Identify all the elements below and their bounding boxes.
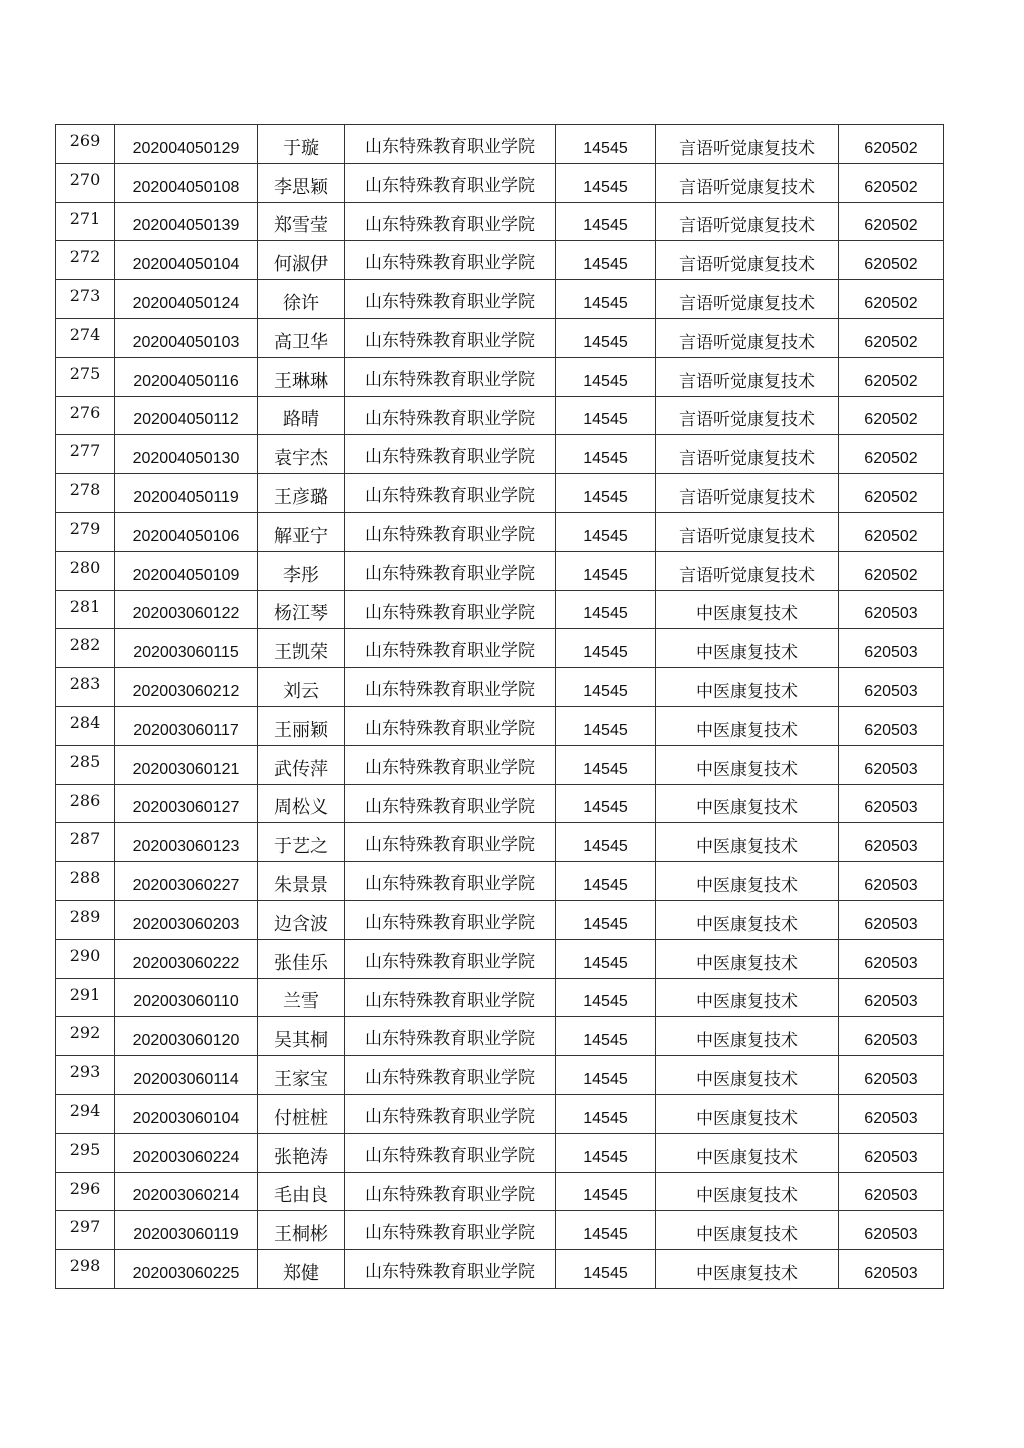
student-id-cell: 202003060104	[115, 1094, 258, 1133]
row-index: 288	[56, 862, 115, 901]
major-code-cell: 620503	[839, 1172, 944, 1211]
student-name-cell: 王凯荣	[258, 629, 345, 668]
student-id-cell: 202004050106	[115, 512, 258, 551]
major-code-cell: 620502	[839, 396, 944, 435]
table-row	[56, 202, 944, 241]
school-code-cell: 14545	[556, 241, 656, 280]
student-id-cell: 202003060227	[115, 862, 258, 901]
student-id-cell: 202003060225	[115, 1250, 258, 1289]
row-index: 283	[56, 668, 115, 707]
major-name-cell: 言语听觉康复技术	[656, 202, 839, 241]
table-row	[56, 590, 944, 629]
school-code-cell: 14545	[556, 1250, 656, 1289]
major-code-cell: 620502	[839, 551, 944, 590]
student-name-cell: 王琳琳	[258, 357, 345, 396]
school-name-cell: 山东特殊教育职业学院	[345, 512, 556, 551]
student-id-cell: 202003060214	[115, 1172, 258, 1211]
school-name-cell: 山东特殊教育职业学院	[345, 745, 556, 784]
row-index: 284	[56, 706, 115, 745]
table-row	[56, 163, 944, 202]
major-code-cell: 620503	[839, 1133, 944, 1172]
school-name-cell: 山东特殊教育职业学院	[345, 1172, 556, 1211]
student-roster-table	[55, 124, 944, 1289]
student-id-cell: 202003060121	[115, 745, 258, 784]
school-code-cell: 14545	[556, 1094, 656, 1133]
student-name-cell: 边含波	[258, 900, 345, 939]
table-row	[56, 1133, 944, 1172]
major-name-cell: 言语听觉康复技术	[656, 474, 839, 513]
school-code-cell: 14545	[556, 474, 656, 513]
student-id-cell: 202003060110	[115, 978, 258, 1017]
major-name-cell: 中医康复技术	[656, 1094, 839, 1133]
row-index: 297	[56, 1211, 115, 1250]
student-id-cell: 202004050130	[115, 435, 258, 474]
row-index: 293	[56, 1056, 115, 1095]
student-id-cell: 202004050109	[115, 551, 258, 590]
table-row	[56, 474, 944, 513]
school-name-cell: 山东特殊教育职业学院	[345, 978, 556, 1017]
row-index: 296	[56, 1172, 115, 1211]
student-id-cell: 202004050139	[115, 202, 258, 241]
table-row	[56, 435, 944, 474]
major-name-cell: 中医康复技术	[656, 1172, 839, 1211]
major-name-cell: 言语听觉康复技术	[656, 163, 839, 202]
school-code-cell: 14545	[556, 396, 656, 435]
student-name-cell: 刘云	[258, 668, 345, 707]
major-name-cell: 中医康复技术	[656, 862, 839, 901]
table-row	[56, 668, 944, 707]
major-code-cell: 620503	[839, 706, 944, 745]
major-name-cell: 言语听觉康复技术	[656, 396, 839, 435]
row-index: 274	[56, 318, 115, 357]
row-index: 276	[56, 396, 115, 435]
major-code-cell: 620503	[839, 1056, 944, 1095]
school-name-cell: 山东特殊教育职业学院	[345, 668, 556, 707]
major-name-cell: 中医康复技术	[656, 1056, 839, 1095]
student-id-cell: 202003060203	[115, 900, 258, 939]
school-name-cell: 山东特殊教育职业学院	[345, 1017, 556, 1056]
major-code-cell: 620503	[839, 1017, 944, 1056]
student-name-cell: 毛由良	[258, 1172, 345, 1211]
school-code-cell: 14545	[556, 629, 656, 668]
student-name-cell: 吴其桐	[258, 1017, 345, 1056]
student-name-cell: 周松义	[258, 784, 345, 823]
student-name-cell: 王家宝	[258, 1056, 345, 1095]
row-index: 280	[56, 551, 115, 590]
major-code-cell: 620503	[839, 1094, 944, 1133]
major-name-cell: 中医康复技术	[656, 706, 839, 745]
major-code-cell: 620502	[839, 318, 944, 357]
table-row	[56, 823, 944, 862]
school-code-cell: 14545	[556, 823, 656, 862]
table-row	[56, 1094, 944, 1133]
major-name-cell: 中医康复技术	[656, 823, 839, 862]
student-name-cell: 付桩桩	[258, 1094, 345, 1133]
student-name-cell: 朱景景	[258, 862, 345, 901]
school-code-cell: 14545	[556, 862, 656, 901]
major-name-cell: 中医康复技术	[656, 1211, 839, 1250]
major-name-cell: 中医康复技术	[656, 745, 839, 784]
student-id-cell: 202003060120	[115, 1017, 258, 1056]
school-code-cell: 14545	[556, 706, 656, 745]
table-row	[56, 318, 944, 357]
table-row	[56, 978, 944, 1017]
school-code-cell: 14545	[556, 202, 656, 241]
school-name-cell: 山东特殊教育职业学院	[345, 1094, 556, 1133]
major-code-cell: 620503	[839, 823, 944, 862]
student-name-cell: 高卫华	[258, 318, 345, 357]
major-code-cell: 620503	[839, 978, 944, 1017]
school-name-cell: 山东特殊教育职业学院	[345, 474, 556, 513]
table-row	[56, 280, 944, 319]
table-row	[56, 1250, 944, 1289]
school-code-cell: 14545	[556, 939, 656, 978]
school-name-cell: 山东特殊教育职业学院	[345, 1211, 556, 1250]
table-row	[56, 125, 944, 164]
student-id-cell: 202003060123	[115, 823, 258, 862]
school-code-cell: 14545	[556, 125, 656, 164]
major-name-cell: 中医康复技术	[656, 1250, 839, 1289]
school-code-cell: 14545	[556, 1211, 656, 1250]
student-id-cell: 202004050112	[115, 396, 258, 435]
student-name-cell: 武传萍	[258, 745, 345, 784]
row-index: 292	[56, 1017, 115, 1056]
school-name-cell: 山东特殊教育职业学院	[345, 706, 556, 745]
table-row	[56, 745, 944, 784]
student-id-cell: 202004050129	[115, 125, 258, 164]
major-code-cell: 620503	[839, 1250, 944, 1289]
school-code-cell: 14545	[556, 1056, 656, 1095]
row-index: 269	[56, 125, 115, 164]
student-name-cell: 郑健	[258, 1250, 345, 1289]
row-index: 270	[56, 163, 115, 202]
table-row	[56, 939, 944, 978]
row-index: 285	[56, 745, 115, 784]
student-name-cell: 兰雪	[258, 978, 345, 1017]
student-id-cell: 202003060122	[115, 590, 258, 629]
student-name-cell: 郑雪莹	[258, 202, 345, 241]
major-name-cell: 言语听觉康复技术	[656, 125, 839, 164]
school-name-cell: 山东特殊教育职业学院	[345, 784, 556, 823]
row-index: 275	[56, 357, 115, 396]
row-index: 295	[56, 1133, 115, 1172]
major-name-cell: 中医康复技术	[656, 939, 839, 978]
student-name-cell: 张艳涛	[258, 1133, 345, 1172]
student-id-cell: 202004050119	[115, 474, 258, 513]
student-name-cell: 张佳乐	[258, 939, 345, 978]
school-name-cell: 山东特殊教育职业学院	[345, 241, 556, 280]
major-name-cell: 中医康复技术	[656, 1133, 839, 1172]
major-code-cell: 620502	[839, 241, 944, 280]
row-index: 298	[56, 1250, 115, 1289]
school-code-cell: 14545	[556, 668, 656, 707]
school-name-cell: 山东特殊教育职业学院	[345, 900, 556, 939]
major-code-cell: 620503	[839, 1211, 944, 1250]
student-id-cell: 202003060119	[115, 1211, 258, 1250]
major-name-cell: 中医康复技术	[656, 1017, 839, 1056]
major-name-cell: 中医康复技术	[656, 900, 839, 939]
table-row	[56, 1211, 944, 1250]
school-code-cell: 14545	[556, 318, 656, 357]
student-name-cell: 王彦璐	[258, 474, 345, 513]
school-name-cell: 山东特殊教育职业学院	[345, 318, 556, 357]
table-row	[56, 357, 944, 396]
school-code-cell: 14545	[556, 590, 656, 629]
row-index: 289	[56, 900, 115, 939]
major-code-cell: 620503	[839, 784, 944, 823]
major-name-cell: 中医康复技术	[656, 784, 839, 823]
student-id-cell: 202004050103	[115, 318, 258, 357]
student-name-cell: 李彤	[258, 551, 345, 590]
major-code-cell: 620502	[839, 125, 944, 164]
major-code-cell: 620503	[839, 668, 944, 707]
school-name-cell: 山东特殊教育职业学院	[345, 125, 556, 164]
school-name-cell: 山东特殊教育职业学院	[345, 939, 556, 978]
student-name-cell: 于璇	[258, 125, 345, 164]
row-index: 281	[56, 590, 115, 629]
major-name-cell: 言语听觉康复技术	[656, 241, 839, 280]
school-name-cell: 山东特殊教育职业学院	[345, 357, 556, 396]
school-name-cell: 山东特殊教育职业学院	[345, 823, 556, 862]
row-index: 279	[56, 512, 115, 551]
school-code-cell: 14545	[556, 357, 656, 396]
table-row	[56, 706, 944, 745]
student-id-cell: 202003060224	[115, 1133, 258, 1172]
student-id-cell: 202003060117	[115, 706, 258, 745]
table-row	[56, 629, 944, 668]
school-code-cell: 14545	[556, 280, 656, 319]
student-name-cell: 王桐彬	[258, 1211, 345, 1250]
school-name-cell: 山东特殊教育职业学院	[345, 435, 556, 474]
school-code-cell: 14545	[556, 978, 656, 1017]
major-name-cell: 言语听觉康复技术	[656, 357, 839, 396]
student-name-cell: 王丽颖	[258, 706, 345, 745]
major-code-cell: 620503	[839, 745, 944, 784]
major-name-cell: 中医康复技术	[656, 668, 839, 707]
school-code-cell: 14545	[556, 551, 656, 590]
table-row	[56, 900, 944, 939]
student-name-cell: 徐许	[258, 280, 345, 319]
major-code-cell: 620503	[839, 939, 944, 978]
major-code-cell: 620502	[839, 474, 944, 513]
school-name-cell: 山东特殊教育职业学院	[345, 551, 556, 590]
major-name-cell: 中医康复技术	[656, 978, 839, 1017]
student-name-cell: 路晴	[258, 396, 345, 435]
row-index: 286	[56, 784, 115, 823]
major-code-cell: 620502	[839, 357, 944, 396]
major-code-cell: 620503	[839, 629, 944, 668]
major-name-cell: 言语听觉康复技术	[656, 435, 839, 474]
table-row	[56, 241, 944, 280]
major-code-cell: 620502	[839, 435, 944, 474]
school-name-cell: 山东特殊教育职业学院	[345, 1056, 556, 1095]
student-id-cell: 202003060222	[115, 939, 258, 978]
school-code-cell: 14545	[556, 163, 656, 202]
student-id-cell: 202003060212	[115, 668, 258, 707]
table-row	[56, 1172, 944, 1211]
major-code-cell: 620502	[839, 512, 944, 551]
major-code-cell: 620502	[839, 163, 944, 202]
major-code-cell: 620502	[839, 280, 944, 319]
student-id-cell: 202003060115	[115, 629, 258, 668]
major-name-cell: 言语听觉康复技术	[656, 318, 839, 357]
major-name-cell: 言语听觉康复技术	[656, 512, 839, 551]
school-name-cell: 山东特殊教育职业学院	[345, 590, 556, 629]
student-name-cell: 杨江琴	[258, 590, 345, 629]
school-code-cell: 14545	[556, 745, 656, 784]
student-name-cell: 解亚宁	[258, 512, 345, 551]
student-name-cell: 李思颖	[258, 163, 345, 202]
student-name-cell: 于艺之	[258, 823, 345, 862]
student-name-cell: 袁宇杰	[258, 435, 345, 474]
major-name-cell: 言语听觉康复技术	[656, 551, 839, 590]
row-index: 291	[56, 978, 115, 1017]
roster-body	[56, 125, 944, 1289]
school-name-cell: 山东特殊教育职业学院	[345, 202, 556, 241]
student-id-cell: 202003060127	[115, 784, 258, 823]
student-name-cell: 何淑伊	[258, 241, 345, 280]
row-index: 278	[56, 474, 115, 513]
school-code-cell: 14545	[556, 900, 656, 939]
row-index: 290	[56, 939, 115, 978]
table-row	[56, 1056, 944, 1095]
row-index: 294	[56, 1094, 115, 1133]
table-row	[56, 1017, 944, 1056]
row-index: 287	[56, 823, 115, 862]
school-code-cell: 14545	[556, 512, 656, 551]
school-name-cell: 山东特殊教育职业学院	[345, 862, 556, 901]
row-index: 271	[56, 202, 115, 241]
school-name-cell: 山东特殊教育职业学院	[345, 1250, 556, 1289]
school-code-cell: 14545	[556, 784, 656, 823]
row-index: 273	[56, 280, 115, 319]
school-name-cell: 山东特殊教育职业学院	[345, 163, 556, 202]
student-id-cell: 202004050108	[115, 163, 258, 202]
school-name-cell: 山东特殊教育职业学院	[345, 396, 556, 435]
table-row	[56, 551, 944, 590]
row-index: 272	[56, 241, 115, 280]
major-name-cell: 中医康复技术	[656, 590, 839, 629]
table-row	[56, 512, 944, 551]
major-name-cell: 中医康复技术	[656, 629, 839, 668]
student-id-cell: 202004050104	[115, 241, 258, 280]
table-row	[56, 784, 944, 823]
school-name-cell: 山东特殊教育职业学院	[345, 280, 556, 319]
major-code-cell: 620502	[839, 202, 944, 241]
row-index: 282	[56, 629, 115, 668]
school-code-cell: 14545	[556, 1172, 656, 1211]
student-id-cell: 202004050116	[115, 357, 258, 396]
major-code-cell: 620503	[839, 900, 944, 939]
row-index: 277	[56, 435, 115, 474]
school-name-cell: 山东特殊教育职业学院	[345, 629, 556, 668]
school-code-cell: 14545	[556, 1133, 656, 1172]
major-name-cell: 言语听觉康复技术	[656, 280, 839, 319]
student-id-cell: 202004050124	[115, 280, 258, 319]
school-code-cell: 14545	[556, 1017, 656, 1056]
major-code-cell: 620503	[839, 862, 944, 901]
major-code-cell: 620503	[839, 590, 944, 629]
student-id-cell: 202003060114	[115, 1056, 258, 1095]
table-row	[56, 862, 944, 901]
table-row	[56, 396, 944, 435]
school-name-cell: 山东特殊教育职业学院	[345, 1133, 556, 1172]
school-code-cell: 14545	[556, 435, 656, 474]
